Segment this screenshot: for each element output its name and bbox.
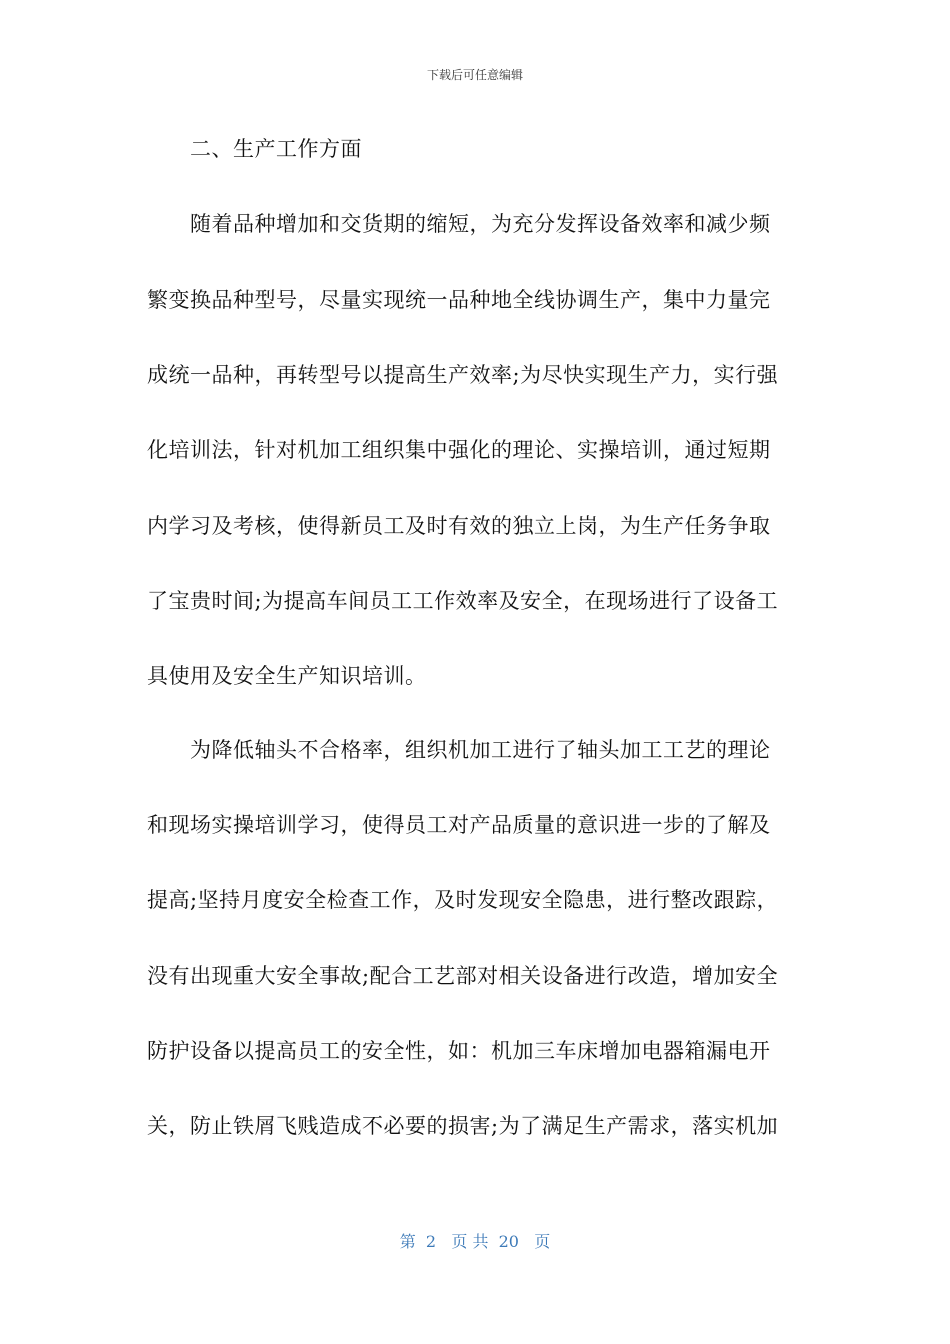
text-line-12: 防护设备以提高员工的安全性，如：机加三车床增加电器箱漏电开	[147, 1039, 771, 1063]
text-line-13: 关，防止铁屑飞贱造成不必要的损害;为了满足生产需求，落实机加	[147, 1114, 779, 1138]
text-line-4: 化培训法，针对机加工组织集中强化的理论、实操培训，通过短期	[147, 438, 771, 462]
page-header: 下载后可任意编辑	[426, 68, 523, 82]
text-line-1: 随着品种增加和交货期的缩短，为充分发挥设备效率和减少频	[190, 212, 771, 236]
section-title: 二、生产工作方面	[190, 137, 362, 161]
text-line-8: 为降低轴头不合格率，组织机加工进行了轴头加工工艺的理论	[190, 738, 771, 762]
page-footer: 第 2 页 共 20 页	[399, 1232, 551, 1251]
text-line-5: 内学习及考核，使得新员工及时有效的独立上岗，为生产任务争取	[147, 514, 771, 538]
text-line-9: 和现场实操培训学习，使得员工对产品质量的意识进一步的了解及	[147, 813, 771, 837]
text-line-2: 繁变换品种型号，尽量实现统一品种地全线协调生产，集中力量完	[147, 288, 771, 312]
text-line-7: 具使用及安全生产知识培训。	[147, 664, 427, 688]
text-line-10: 提高;坚持月度安全检查工作，及时发现安全隐患，进行整改跟踪，	[147, 888, 779, 912]
text-line-11: 没有出现重大安全事故;配合工艺部对相关设备进行改造，增加安全	[147, 964, 779, 988]
text-line-6: 了宝贵时间;为提高车间员工工作效率及安全，在现场进行了设备工	[147, 589, 779, 613]
text-line-3: 成统一品种，再转型号以提高生产效率;为尽快实现生产力，实行强	[147, 363, 779, 387]
